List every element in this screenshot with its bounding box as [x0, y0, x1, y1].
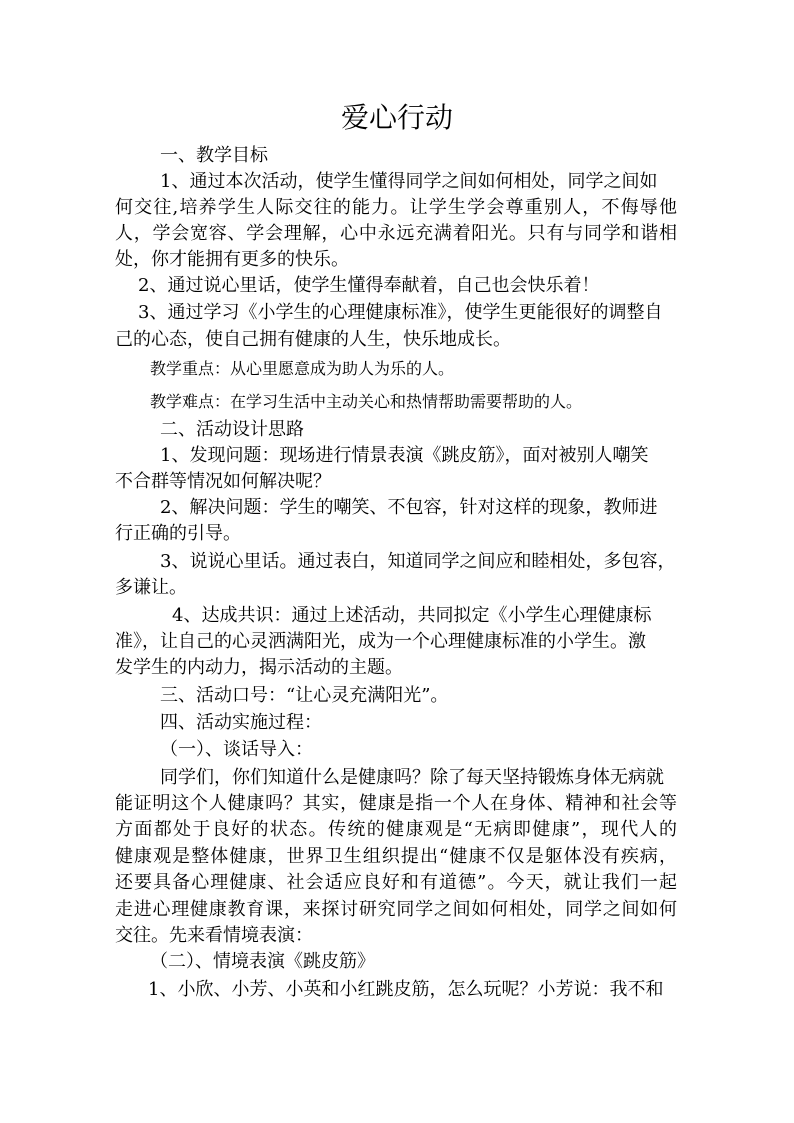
document-title: 爱心行动 — [340, 101, 453, 134]
paragraph-line: 2、解决问题：学生的嘲笑、不包容，针对这样的现象，教师进 — [160, 497, 658, 518]
paragraph-line: 1、通过本次活动，使学生懂得同学之间如何相处，同学之间如 — [160, 171, 658, 192]
difficult-point-line: 教学难点：在学习生活中主动关心和热情帮助需要帮助的人。 — [150, 392, 583, 411]
paragraph-line: 1、小欣、小芳、小英和小红跳皮筋，怎么玩呢？小芳说：我不和 — [148, 979, 664, 1000]
paragraph-line: 方面都处于良好的状态。传统的健康观是“无病即健康”，现代人的 — [115, 819, 677, 840]
heading-activity-slogan: 三、活动口号：“让心灵充满阳光”。 — [160, 685, 449, 706]
heading-design-ideas: 二、活动设计思路 — [160, 419, 304, 440]
paragraph-line: 己的心态，使自己拥有健康的人生，快乐地成长。 — [115, 329, 511, 350]
paragraph-line: 4、达成共识：通过上述活动，共同拟定《小学生心理健康标 — [172, 605, 652, 626]
subheading-talk-intro: （一）、谈话导入： — [160, 739, 313, 760]
paragraph-line: 不合群等情况如何解决呢？ — [115, 471, 331, 492]
paragraph-line: 健康观是整体健康，世界卫生组织提出“健康不仅是躯体没有疾病， — [115, 846, 677, 867]
key-point-line: 教学重点：从心里愿意成为助人为乐的人。 — [150, 359, 455, 378]
heading-activity-process: 四、活动实施过程： — [160, 712, 322, 733]
paragraph-line: 多谦让。 — [115, 577, 187, 598]
paragraph-line: 1、发现问题：现场进行情景表演《跳皮筋》，面对被别人嘲笑 — [160, 445, 649, 466]
paragraph-line: 处，你才能拥有更多的快乐。 — [115, 249, 349, 270]
subheading-scene-play: （二）、情境表演《跳皮筋》 — [150, 951, 375, 972]
paragraph-line: 3、通过学习《小学生的心理健康标准》，使学生更能很好的调整自 — [138, 302, 663, 323]
paragraph-line: 人，学会宽容、学会理解，心中永远充满着阳光。只有与同学和谐相 — [115, 223, 677, 244]
paragraph-line: 同学们，你们知道什么是健康吗？除了每天坚持锻炼身体无病就 — [160, 767, 664, 788]
paragraph-line: 行正确的引导。 — [115, 523, 241, 544]
paragraph-line: 准》，让自己的心灵洒满阳光，成为一个心理健康标准的小学生。激 — [115, 631, 646, 652]
paragraph-line: 还要具备心理健康、社会适应良好和有道德”。今天，就让我们一起 — [115, 872, 677, 893]
heading-teaching-goals: 一、教学目标 — [160, 145, 268, 166]
paragraph-line: 交往。先来看情境表演： — [115, 925, 313, 946]
paragraph-line: 发学生的内动力，揭示活动的主题。 — [115, 657, 403, 678]
paragraph-line: 2、通过说心里话，使学生懂得奉献着，自己也会快乐着！ — [138, 275, 600, 296]
paragraph-line: 3、说说心里话。通过表白，知道同学之间应和睦相处，多包容， — [160, 551, 676, 572]
paragraph-line: 走进心理健康教育课，来探讨研究同学之间如何相处，同学之间如何 — [115, 899, 677, 920]
paragraph-line: 何交往,培养学生人际交往的能力。让学生学会尊重别人，不侮辱他 — [115, 197, 677, 218]
paragraph-line: 能证明这个人健康吗？其实，健康是指一个人在身体、精神和社会等 — [115, 793, 677, 814]
